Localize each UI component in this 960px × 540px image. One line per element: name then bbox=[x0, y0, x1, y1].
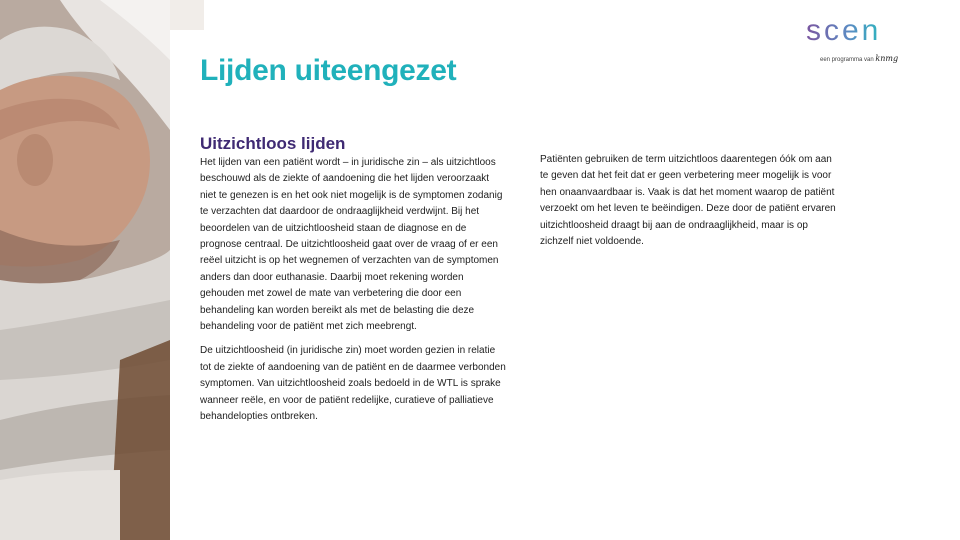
patient-photo-illustration bbox=[0, 0, 170, 540]
right-paragraph-1: Patiënten gebruiken de term uitzichtloos daarentegen óók om aan te geven dat het feit dat er geen verbetering meer mogelijk is voor hen onaanvaardbaar is. Vaak is dat het moment waarop de patiënt verzoekt om het leven te beëindigen. Deze door de patiënt ervaren uitzichtloosheid draagt bij aan de ondraaglijkheid, maar is op zichzelf niet voldoende. bbox=[540, 154, 836, 248]
patient-photo bbox=[0, 0, 170, 540]
scen-logo-wordmark: scen bbox=[806, 14, 882, 47]
left-text-column bbox=[200, 134, 506, 426]
left-paragraph-2: De uitzichtloosheid (in juridische zin) moet worden gezien in relatie tot de ziekte of aandoening van de patiënt en de daarmee verbonden symptomen. Van uitzichtloosheid zoals bedoeld in de WTL is sprake wanneer reële, en voor de patiënt redelijke, curatieve of palliatieve behandelopties ontbreken. bbox=[200, 345, 506, 423]
knmg-brand-text: knmg bbox=[875, 54, 899, 63]
scen-logo-tagline bbox=[820, 54, 898, 63]
slide-title: Lijden uiteengezet bbox=[200, 54, 457, 87]
right-text-column bbox=[540, 152, 840, 250]
scen-logo bbox=[806, 14, 902, 68]
logo-tagline-text: een programma van bbox=[820, 57, 874, 63]
photo-top-edge bbox=[170, 0, 204, 30]
left-paragraph-1: Het lijden van een patiënt wordt – in juridische zin – als uitzichtloos beschouwd als de ziekte of aandoening die het lijden veroorzaakt niet te genezen is en het ook niet mogelijk is de symptomen zodanig te verzachten dat daardoor de ondraaglijkheid verdwijnt. Bij het beoordelen van de uitzichtloosheid staan de diagnose en de prognose centraal. De uitzichtloosheid gaat over de vraag of er een reëel uitzicht is op het wegnemen of verzachten van de symptomen anders dan door euthanasie. Daarbij moet rekening worden gehouden met zowel de mate van verbetering die door een behandeling kan worden bereikt als met de belasting die deze behandeling voor de patiënt met zich meebrengt. bbox=[200, 157, 503, 333]
section-heading: Uitzichtloos lijden bbox=[200, 134, 346, 153]
